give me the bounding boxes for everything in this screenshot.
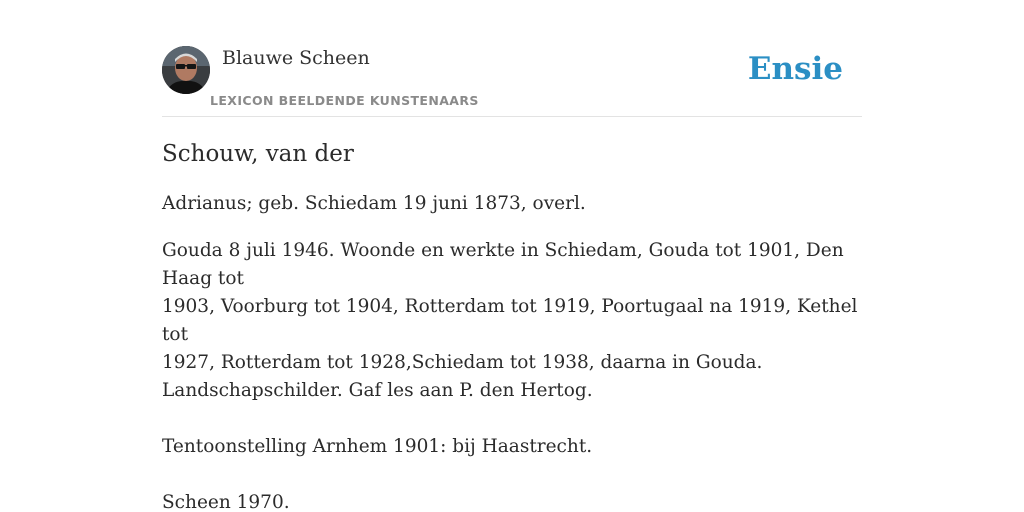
category-label[interactable]: LEXICON BEELDENDE KUNSTENAARS — [210, 93, 479, 108]
header — [162, 46, 862, 117]
author-name[interactable]: Blauwe Scheen — [222, 47, 370, 69]
article — [162, 138, 862, 512]
avatar-image — [162, 46, 210, 94]
article-paragraph: Adrianus; geb. Schiedam 19 juni 1873, overl. — [162, 193, 586, 214]
article-title: Schouw, van der — [162, 141, 354, 167]
avatar[interactable] — [162, 46, 210, 94]
brand-logo[interactable]: Ensie — [747, 51, 843, 87]
article-paragraph: Gouda 8 juli 1946. Woonde en werkte in Schiedam, Gouda tot 1901, Den Haag tot 1903, Voorburg tot 1904, Rotterdam tot 1919, Poortugaal na 1919, Kethel tot 1927, Rotterdam tot 1928,Schiedam tot 1938, daarna in Gouda. Landschapschilder. Gaf les aan P. den Hertog. Tentoonstelling Arnhem 1901: bij Haastrecht. Scheen 1970. — [162, 240, 858, 512]
